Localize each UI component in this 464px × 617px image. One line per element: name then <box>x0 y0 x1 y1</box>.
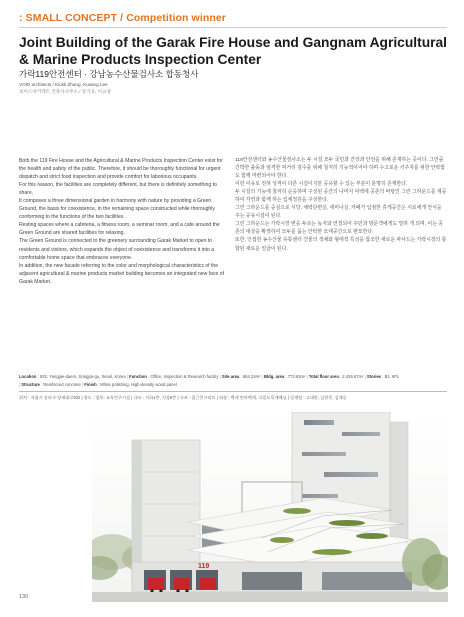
info-value: 773.63m² <box>287 374 306 379</box>
info-value: 832, Yangjae-daero, Songpa-gu, Seoul, Korea <box>39 374 126 379</box>
paragraph: The Green Ground is connected to the greenery surrounding Garak Market to open to residents and visitors, which expands the object of coexistence and transforms it into a comfortable home space that embraces everyone. <box>19 238 215 261</box>
info-key: Structure <box>21 382 40 387</box>
project-info-line-2: | Structure : Reinforced concrete | Finish : White polishing, High-density wood panel <box>19 382 177 387</box>
paragraph: 또한, 인접한 농수산물 유통센터 건물의 색채와 형태적 특성을 참조한 새로운 파사드는 가락시장의 통합된 새로운 얼굴이 된다. <box>235 238 447 252</box>
info-key: Function <box>129 374 147 379</box>
paragraph: Both the 119 Fire House and the Agricultural & Marine Products Inspection Center exist for the health and safety of the public. Therefore, it should be thoroughly functional for urgent dispatch and strict food inspection and provide comfort for laborious occupants. <box>19 158 223 181</box>
project-info-korean: 위치 : 서울시 송파구 양재대로932 | 용도 : 업무, 교육연구시설 | 규모 : 지하1층, 지상6층 | 구조 : 철근콘크리트 | 외장 : 백색 연마백색, 고밀도목재패널 | 설계팀 : 고대한, 김현준, 김재승 <box>19 395 347 400</box>
project-info-line-1: Location : 832, Yangjae-daero, Songpa-gu, Seoul, Korea | Function : Office, Inspection & Research facility | Site area : 664.24m² | Bldg. area : 773.63m² | Total floor area : 2,426.67m² | Stories : B1, 6FL <box>19 374 400 379</box>
building-rendering <box>92 412 448 602</box>
info-key: Total floor area <box>308 374 339 379</box>
info-value: B1, 6FL <box>384 374 400 379</box>
page-number: 130 <box>19 594 29 600</box>
paragraph: 두 시설의 기능에 철저히 순응하며 구성된 공간의 나머지 여백에 공존의 바탕인 그린 그라운드를 제공하여 자연과 함께 하는 입체정원을 구성한다. <box>235 190 447 204</box>
body-text-korean <box>235 157 447 254</box>
paragraph: 그린 그라운드는 가락시장 변을 두르는 녹지와 연결되어 주민과 방문객에게도 열려 개 되며, 이는 공존의 대상을 확장하여 모두를 품는 안락한 모태공간으로 변모한다. <box>235 222 443 236</box>
info-value: 2,426.67m² <box>342 374 364 379</box>
info-key: Stories <box>366 374 382 379</box>
section-tag: : SMALL CONCEPT / Competition winner <box>19 12 226 24</box>
building-signage: 119 <box>198 563 210 570</box>
paragraph: In addition, the new facade referring to the color and morphological characteristics of the adjacent agricultural & marine products market building becomes an integrated new face of Garak Market. <box>19 262 224 285</box>
header-rule <box>19 27 447 28</box>
ground <box>92 592 448 602</box>
article-title-korean: 가락119안전센터 · 강남농수산물검사소 합동청사 <box>19 69 199 79</box>
paragraph: For this reason, the facilities are completely different, but there is definitely something to share. <box>19 182 217 197</box>
architect-credit-korean: 보이드아키텍트 건축사사무소 / 장기욱, 이규상 <box>19 89 111 94</box>
paragraph: 119안전센터와 농수산물검사소는 두 시설 모두 국민과 건강과 안전을 위해 존재하는 곳이다. 그만큼 긴박한 출동과 엄격한 먹거리 검수를 위해 철저히 기능적이어야 하며 수고로운 거주자를 위한 안락함도 함께 마련되어야 한다. <box>235 158 446 180</box>
project-info <box>19 373 449 389</box>
info-key: Bldg. area <box>263 374 285 379</box>
paragraph: Resting spaces where a cafeteria, a fitness room, a seminar room, and a cafe around the Green Ground are shared facilities for relaxing. <box>19 222 220 237</box>
architect-credit: VOID architects / Kiusk Zhang, Kusang Lee <box>19 82 108 87</box>
info-key: Site area <box>221 374 240 379</box>
paragraph: It composes a three dimensional garden in harmony with nature by providing a Green Ground, the basis for coexistence, in the remaining space constructed while thoroughly conforming to the functions of the two facilities. <box>19 198 215 221</box>
info-value: 664.24m² <box>242 374 261 379</box>
info-value: Reinforced concrete <box>43 382 81 387</box>
paragraph: 그린 그라운드를 중심으로 식당, 체력단련실, 세미나실, 카페가 입점한 휴게공간은 서로에게 안식을 주는 공유시설이 된다. <box>235 206 442 220</box>
info-key: Finish <box>84 382 97 387</box>
info-value: Office, Inspection & Research facility <box>150 374 219 379</box>
info-divider <box>19 391 447 392</box>
paragraph: 이런 이유로 전혀 성격이 다른 시설이지만 공유할 수 있는 부분이 분명히 존재한다. <box>235 182 408 188</box>
article-title: Joint Building of the Garak Fire House and Gangnam Agricultural & Marine Products Inspection Center <box>19 35 448 67</box>
info-key: Location <box>19 374 37 379</box>
body-text-english <box>19 157 224 286</box>
info-value: White polishing, High-density wood panel <box>100 382 177 387</box>
